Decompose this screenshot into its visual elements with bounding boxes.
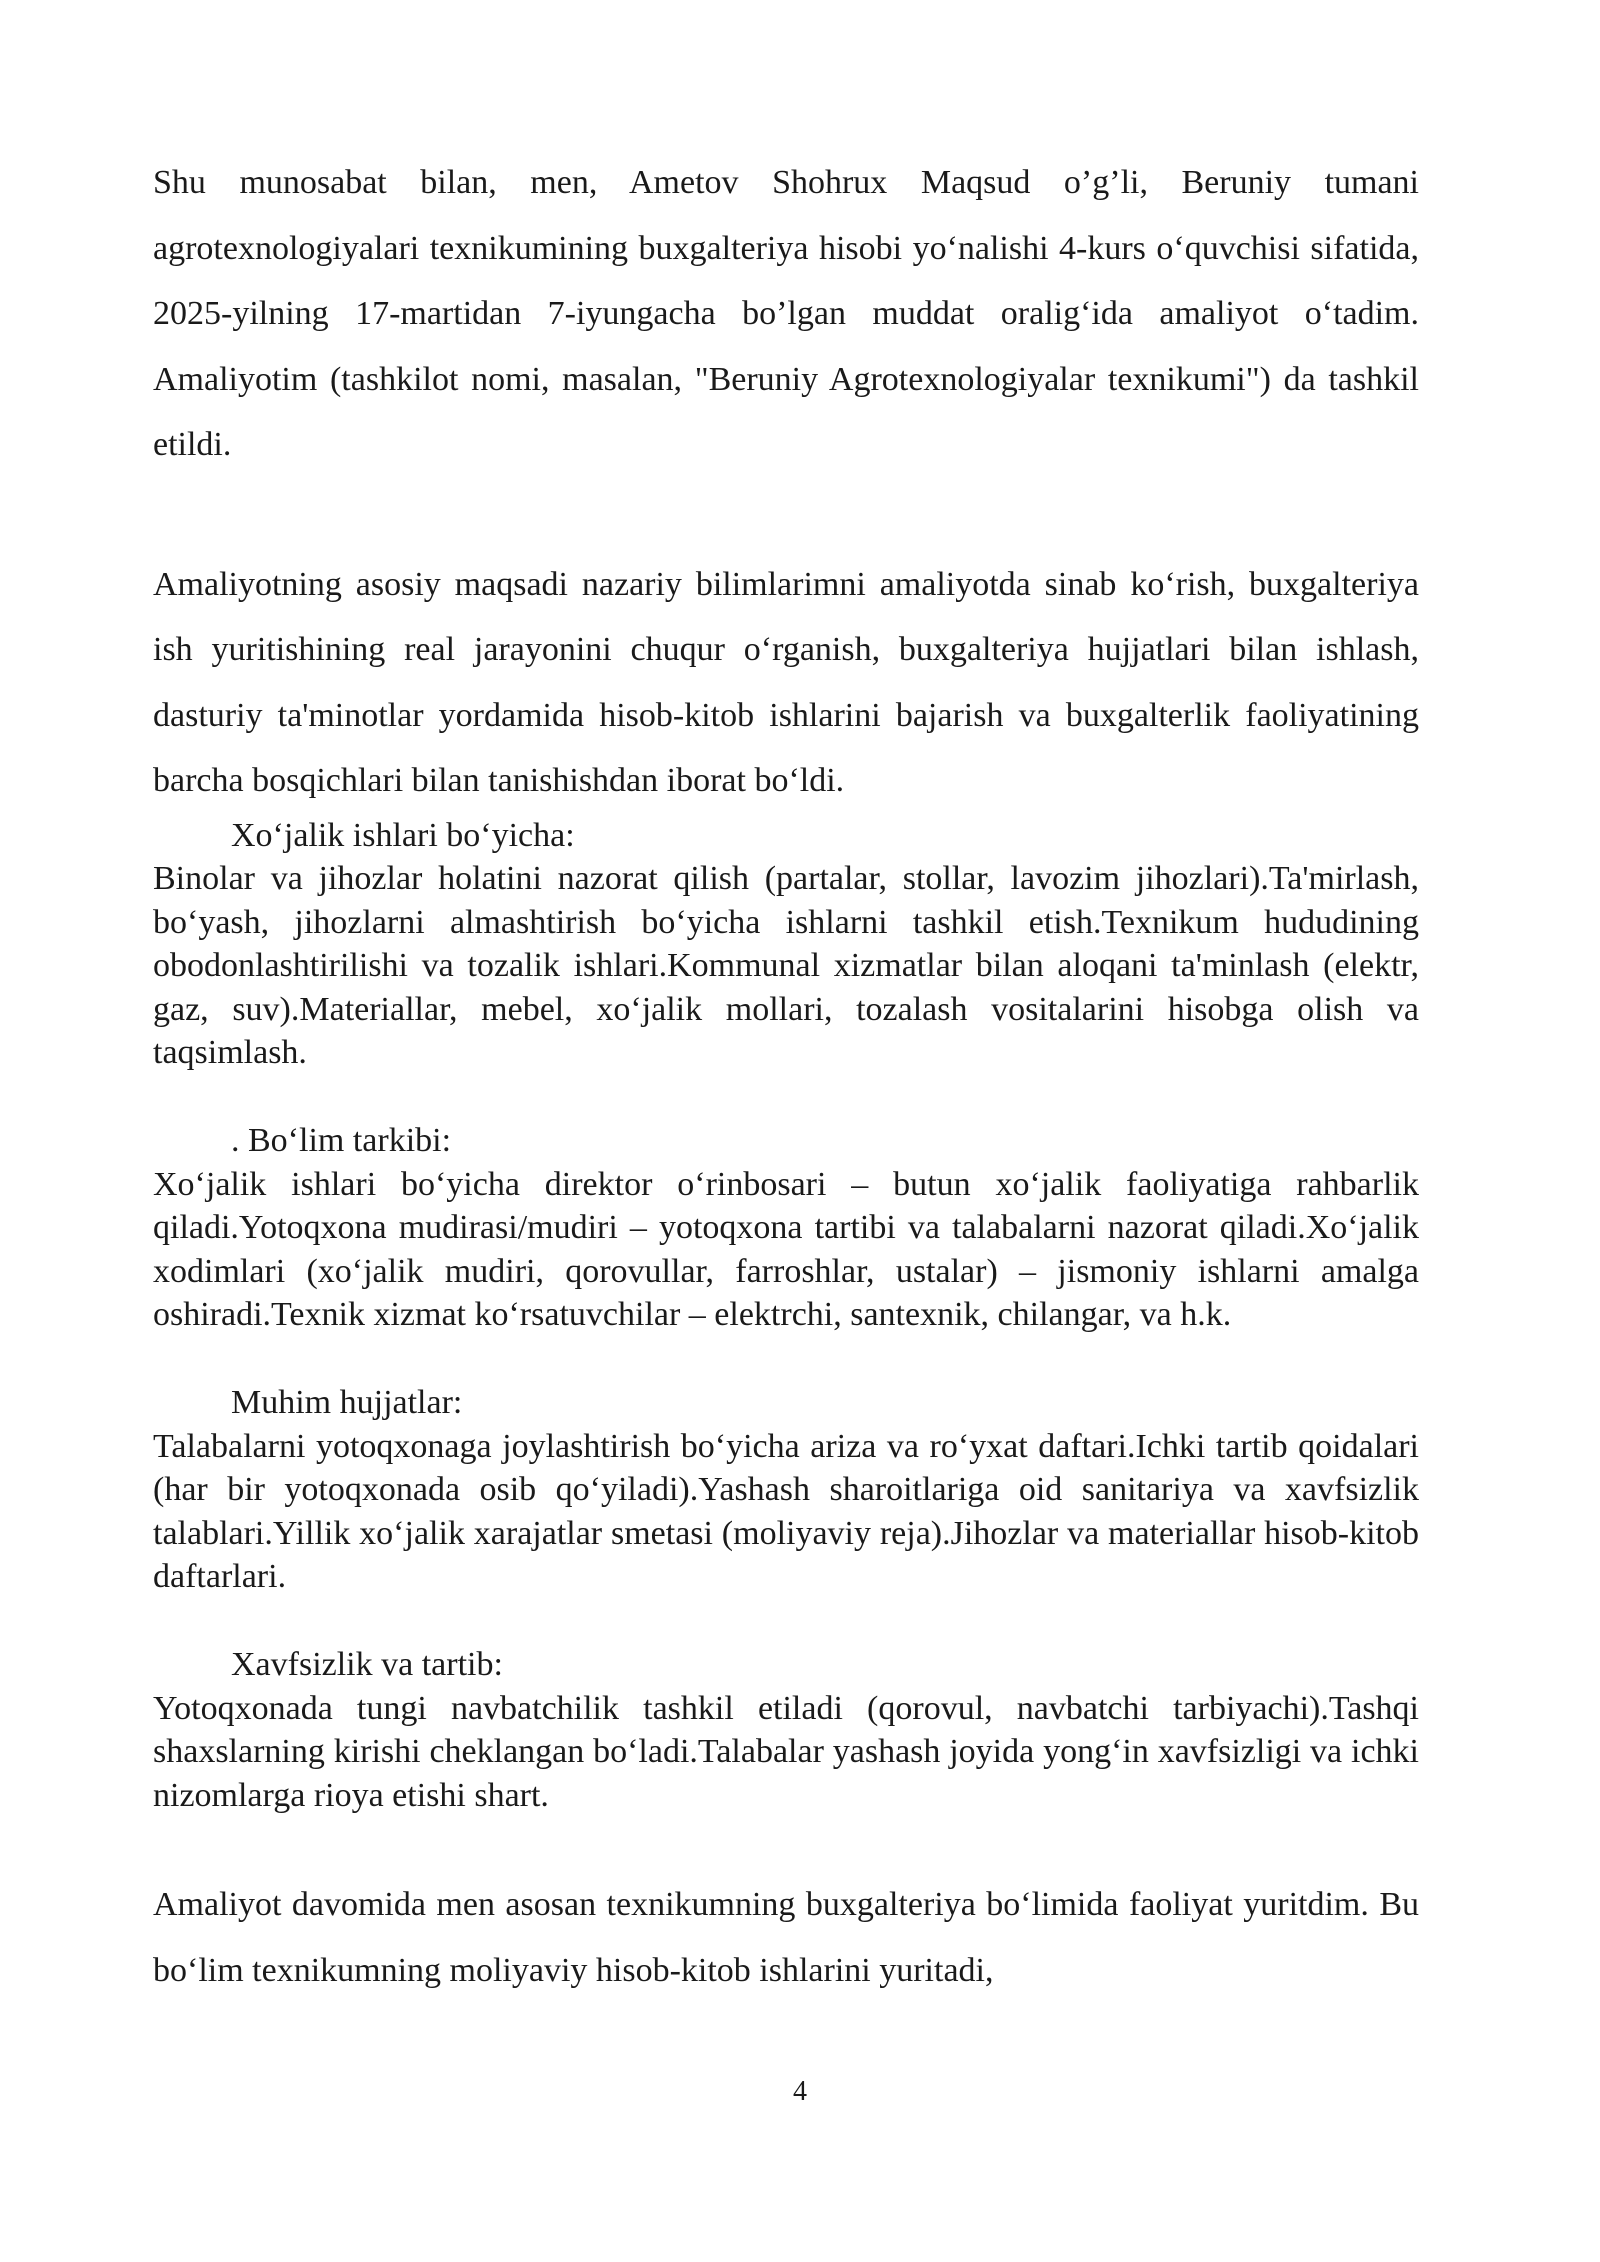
section-xavfsizlik [153,1643,1419,1817]
section-body: Talabalarni yotoqxonaga joylashtirish boʻyicha ariza va roʻyxat daftari.Ichki tartib qoidalari (har bir yotoqxonada osib qoʻyiladi).Yashash sharoitlariga oid sanitariya va xavfsizlik talablari.Yillik xoʻjalik xarajatlar smetasi (moliyaviy reja).Jihozlar va materiallar hisob-kitob daftarlari. [153,1427,1419,1596]
section-body: Yotoqxonada tungi navbatchilik tashkil etiladi (qorovul, navbatchi tarbiyachi).Tashqi shaxslarning kirishi cheklangan boʻladi.Talabalar yashash joyida yongʻin xavfsizligi va ichki nizomlarga rioya etishi shart. [153,1689,1419,1814]
page-number: 4 [793,2076,807,2107]
final-paragraph: Amaliyot davomida men asosan texnikumning buxgalteriya boʻlimida faoliyat yuritdim. Bu boʻlim texnikumning moliyaviy hisob-kitob ishlarini yuritadi, [153,1886,1419,1989]
section-body: Binolar va jihozlar holatini nazorat qilish (partalar, stollar, lavozim jihozlari).Ta'mirlash, boʻyash, jihozlarni almashtirish boʻyicha ishlarni tashkil etish.Texnikum hududining obodonlashtirilishi va tozalik ishlari.Kommunal xizmatlar bilan aloqani ta'minlash (elektr, gaz, suv).Materiallar, mebel, xoʻjalik mollari, tozalash vositalarini hisobga olish va taqsimlash. [153,860,1419,1072]
section-heading: Xavfsizlik va tartib: [231,1646,503,1683]
section-muhim-hujjatlar [153,1381,1419,1599]
intro-paragraph: Shu munosabat bilan, men, Ametov Shohrux Maqsud o’g’li, Beruniy tumani agrotexnologiyalari texnikumining buxgalteriya hisobi yoʻnalishi 4-kurs oʻquvchisi sifatida, 2025-yilning 17-martidan 7-iyungacha bo’lgan muddat oraligʻida amaliyot oʻtadim. Amaliyotim (tashkilot nomi, masalan, "Beruniy Agrotexnologiyalar texnikumi") da tashkil etildi. [153,164,1419,463]
section-heading: Xoʻjalik ishlari boʻyicha: [231,816,575,854]
section-body: Xoʻjalik ishlari boʻyicha direktor oʻrinbosari – butun xoʻjalik faoliyatiga rahbarlik qiladi.Yotoqxona mudirasi/mudiri – yotoqxona tartibi va talabalarni nazorat qiladi.Xoʻjalik xodimlari (xoʻjalik mudiri, qorovullar, farroshlar, ustalar) – jismoniy ishlarni amalga oshiradi.Texnik xizmat koʻrsatuvchilar – elektrchi, santexnik, chilangar, va h.k. [153,1165,1419,1334]
goal-paragraph: Amaliyotning asosiy maqsadi nazariy bilimlarimni amaliyotda sinab koʻrish, buxgalteriya ish yuritishining real jarayonini chuqur oʻrganish, buxgalteriya hujjatlari bilan ishlash, dasturiy ta'minotlar yordamida hisob-kitob ishlarini bajarish va buxgalterlik faoliyatining barcha bosqichlari bilan tanishishdan iborat boʻldi. [153,565,1419,799]
document-page [153,150,1419,2003]
section-xojalik [153,814,1419,1076]
section-bolim-tarkibi [153,1119,1419,1337]
section-heading: Muhim hujjatlar: [231,1384,463,1422]
section-heading: . Boʻlim tarkibi: [231,1122,452,1160]
